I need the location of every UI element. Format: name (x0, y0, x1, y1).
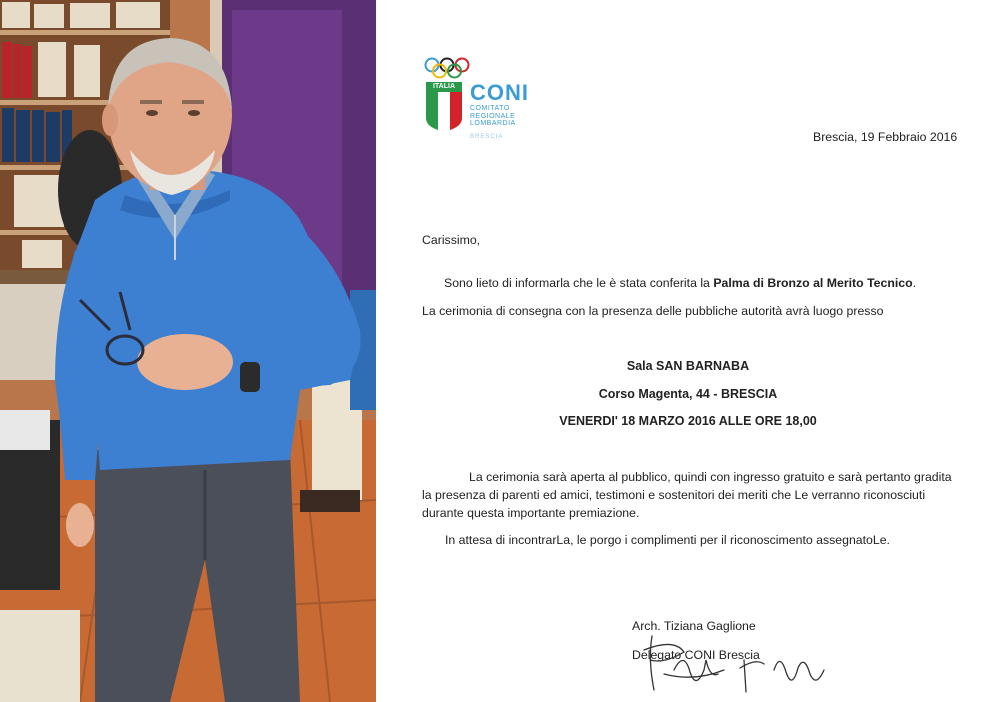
signer-role: Delegato CONI Brescia (632, 648, 760, 662)
venue-address: Corso Magenta, 44 - BRESCIA (598, 387, 778, 401)
award-prefix: Sono lieto di informarla che le è stata conferita la (444, 276, 714, 290)
salutation: Carissimo, (422, 233, 481, 247)
signer-name: Arch. Tiziana Gaglione (632, 619, 756, 633)
coni-city: BRESCIA (470, 134, 504, 140)
coni-subtitle-line: REGIONALE (470, 112, 516, 120)
letter-document (376, 0, 1000, 702)
paragraph-public-line-2: la presenza di parenti ed amici, testimoni e sostenitori dei meriti che Le verranno riconosciuti (422, 488, 926, 502)
paragraph-public-line-1: La cerimonia sarà aperta al pubblico, quindi con ingresso gratuito e sarà pertanto gradita (469, 470, 952, 484)
coni-subtitle-line: LOMBARDIA (470, 120, 516, 127)
award-suffix: . (912, 276, 917, 290)
italia-tag: ITALIA (426, 82, 462, 92)
paragraph-ceremony: La cerimonia di consegna con la presenza delle pubbliche autorità avrà luogo presso (422, 304, 884, 318)
paragraph-public-line-3: durante questa importante premiazione. (422, 506, 640, 520)
man-photo (0, 0, 376, 702)
award-name: Palma di Bronzo al Merito Tecnico (713, 276, 913, 290)
paragraph-award (444, 276, 916, 290)
paragraph-closing: In attesa di incontrarLa, le porgo i complimenti per il riconoscimento assegnatoLe. (445, 533, 890, 547)
handwritten-signature (634, 630, 854, 702)
coni-brand: CONI (470, 80, 529, 105)
venue-datetime: VENERDI' 18 MARZO 2016 ALLE ORE 18,00 (559, 414, 817, 428)
italian-flag-shield-icon (426, 92, 462, 134)
venue-name: Sala SAN BARNABA (626, 359, 750, 373)
coni-subtitle-line: COMITATO (470, 105, 510, 112)
letter-date: Brescia, 19 Febbraio 2016 (813, 130, 958, 144)
photo-scene (0, 0, 376, 702)
coni-subtitle (470, 105, 516, 128)
